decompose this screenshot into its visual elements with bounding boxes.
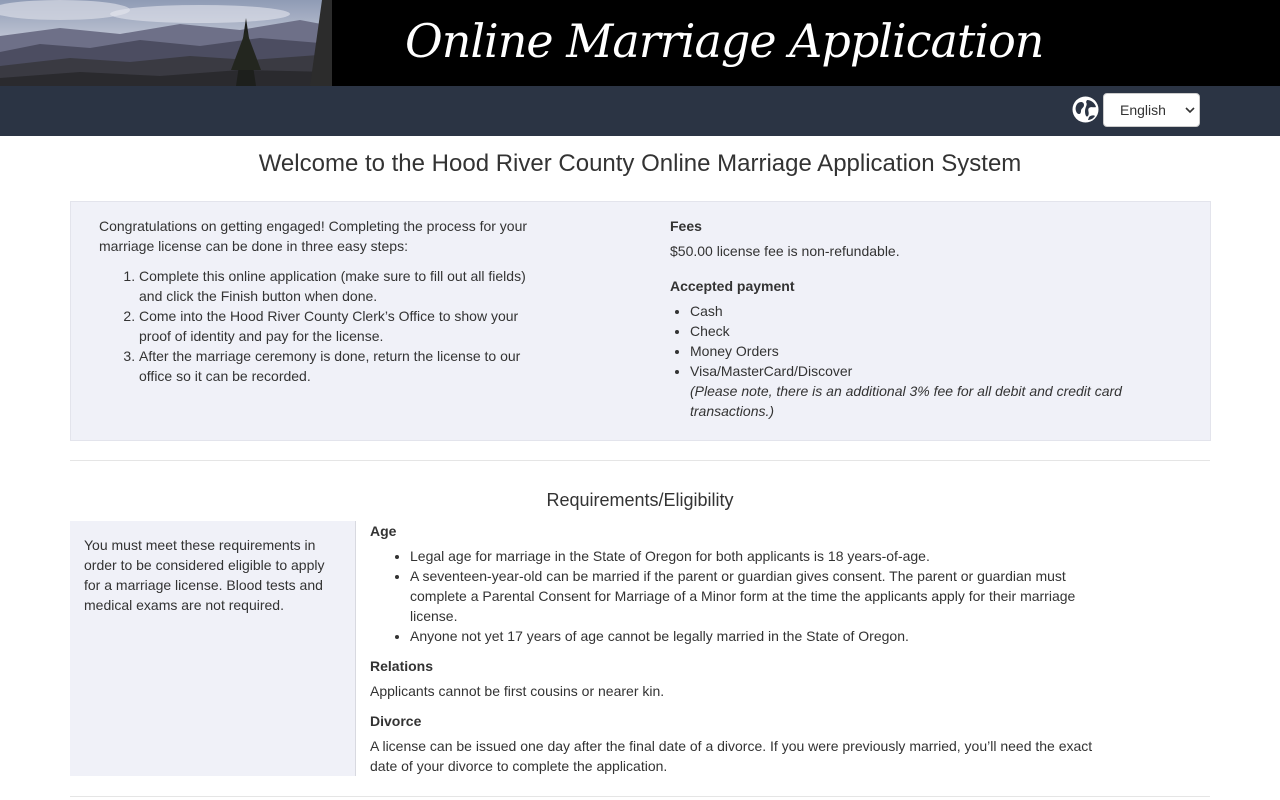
payment-item: • Check: [690, 321, 1150, 341]
payment-item-label: Visa/MasterCard/Discover: [690, 363, 853, 379]
language-select[interactable]: [1103, 93, 1200, 127]
payment-item: • Money Orders: [690, 341, 1150, 361]
site-banner: [0, 0, 1280, 86]
age-item: • A seventeen-year-old can be married if the parent or guardian gives consent. The parent or guardian must complete a Parental Consent for Marriage of a Minor form at the time the applicants apply for their marriage license.: [410, 566, 1110, 626]
age-item: • Anyone not yet 17 years of age cannot be legally married in the State of Oregon.: [410, 626, 1110, 646]
page-title: Welcome to the Hood River County Online Marriage Application System: [258, 150, 1022, 177]
payment-item: [690, 361, 1150, 421]
chevron-down-icon: [1181, 106, 1199, 114]
intro-text: Congratulations on getting engaged! Completing the process for your marriage license can be done in three easy steps:: [99, 218, 528, 254]
divorce-text: A license can be issued one day after the final date of a divorce. If you were previously married, you’ll need the exact date of your divorce to complete the application.: [370, 738, 1093, 774]
intro-steps: [99, 216, 539, 386]
step-item: 2. Come into the Hood River County Clerk’s Office to show your proof of identity and pay for the license.: [139, 306, 539, 346]
requirements-intro: You must meet these requirements in order to be considered eligible to apply for a marriage license. Blood tests and medical exams are not required.: [84, 537, 325, 613]
payment-item: • Cash: [690, 301, 1150, 321]
step-item: 1. Complete this online application (make sure to fill out all fields) and click the Finish button when done.: [139, 266, 539, 306]
fees-text: $50.00 license fee is non-refundable.: [670, 243, 900, 259]
globe-icon: [1072, 96, 1099, 123]
divider: [70, 460, 1210, 461]
payment-list: [670, 301, 1150, 421]
step-item: 3. After the marriage ceremony is done, return the license to our office so it can be recorded.: [139, 346, 539, 386]
payment-heading: Accepted payment: [670, 278, 795, 294]
relations-heading: Relations: [370, 658, 434, 674]
age-heading: Age: [370, 523, 397, 539]
requirements-title: Requirements/Eligibility: [546, 490, 734, 510]
card-fee-note: (Please note, there is an additional 3% fee for all debit and credit card transactions.): [690, 383, 1122, 419]
age-item: • Legal age for marriage in the State of Oregon for both applicants is 18 years-of-age.: [410, 546, 1110, 566]
relations-text: Applicants cannot be first cousins or nearer kin.: [370, 683, 665, 699]
fees-heading: Fees: [670, 218, 702, 234]
age-list: [370, 546, 1110, 646]
steps-list: [99, 266, 539, 386]
requirements-details: [370, 521, 1110, 786]
language-select-value: English: [1120, 102, 1166, 118]
mountain-landscape-photo: [0, 0, 332, 86]
divider: [70, 796, 1210, 797]
banner-title: Online Marriage Application: [405, 14, 1044, 68]
fees-section: [670, 216, 1150, 421]
divorce-heading: Divorce: [370, 713, 422, 729]
